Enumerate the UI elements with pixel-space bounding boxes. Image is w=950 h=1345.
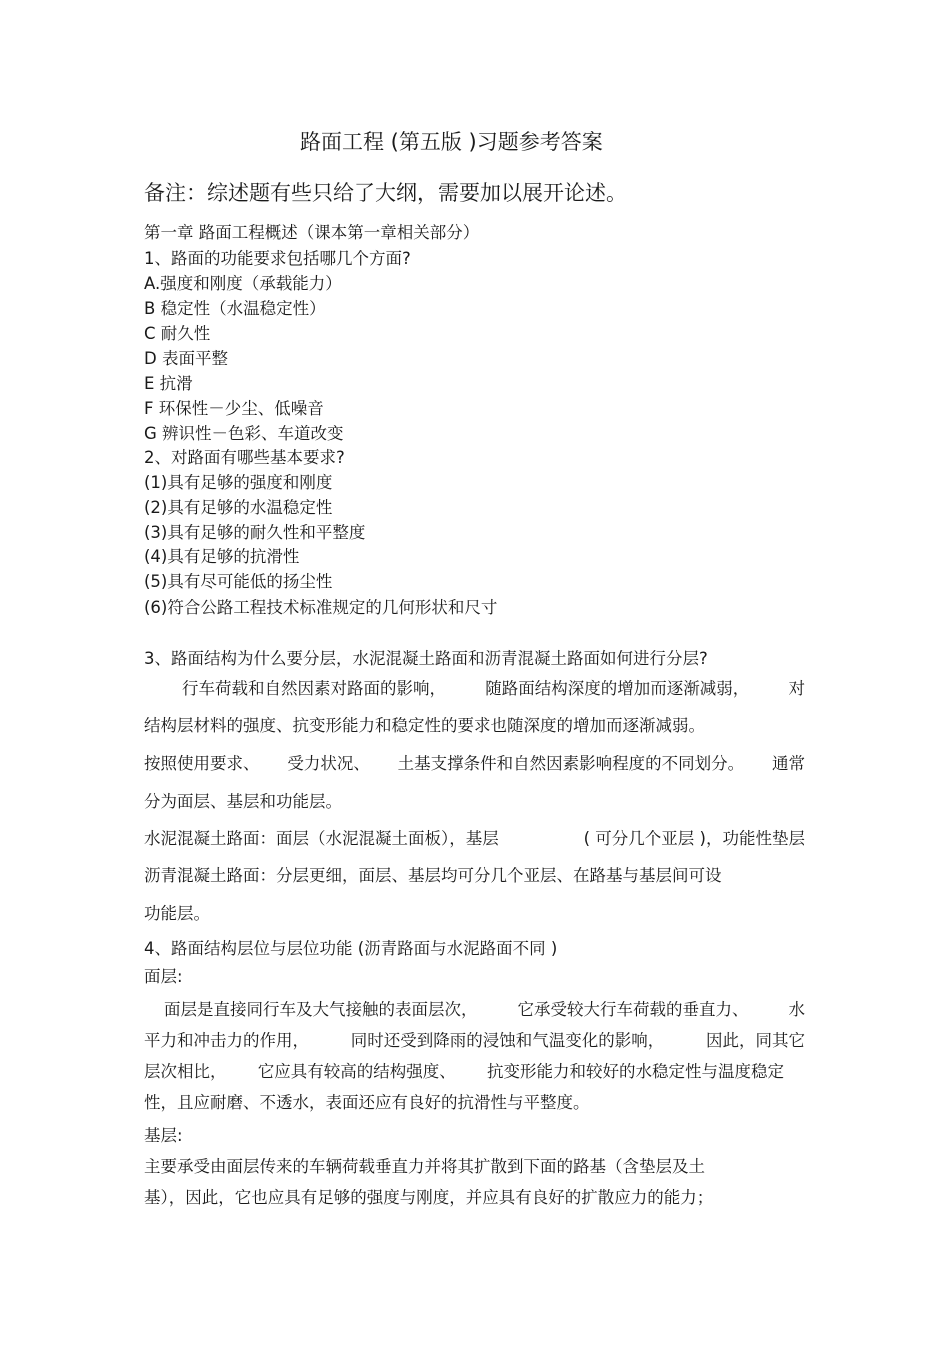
paragraph-line (144, 675, 805, 699)
text-segment: 土基支撑条件和自然因素影响程度的不同划分。 (397, 754, 745, 773)
text-segment: 同时还受到降雨的浸蚀和气温变化的影响， (350, 1031, 665, 1050)
text-segment: 它应具有较高的结构强度、 (257, 1062, 456, 1081)
list-item: (2)具有足够的水温稳定性 (144, 498, 333, 517)
list-item: G 辨识性－色彩、车道改变 (144, 424, 344, 443)
text-segment: 因此，同其它 (706, 1031, 805, 1050)
text-segment: 行车荷载和自然因素对路面的影响， (182, 679, 446, 698)
list-item: (4)具有足够的抗滑性 (144, 547, 300, 566)
list-item: B 稳定性（水温稳定性） (144, 299, 326, 318)
text-segment: 按照使用要求、 (144, 754, 260, 773)
paragraph-line: 分为面层、基层和功能层。 (144, 792, 342, 811)
list-item: (6)符合公路工程技术标准规定的几何形状和尺寸 (144, 598, 498, 617)
text-segment: 平力和冲击力的作用， (144, 1031, 309, 1050)
paragraph-line: 性，且应耐磨、不透水，表面还应有良好的抗滑性与平整度。 (144, 1093, 590, 1112)
list-item: (5)具有尽可能低的扬尘性 (144, 572, 333, 591)
question-4: 4、路面结构层位与层位功能 (沥青路面与水泥路面不同 ) (144, 939, 558, 958)
document-title: 路面工程 (第五版 )习题参考答案 (300, 130, 603, 154)
text-segment: 层次相比， (144, 1062, 227, 1081)
paragraph-line (144, 1058, 784, 1082)
text-segment: 抗变形能力和较好的水稳定性与温度稳定 (487, 1062, 784, 1081)
text-segment: 受力状况、 (287, 754, 370, 773)
list-item: (1)具有足够的强度和刚度 (144, 473, 333, 492)
list-item: C 耐久性 (144, 324, 211, 343)
text-segment: 面层是直接同行车及大气接触的表面层次， (164, 1000, 478, 1019)
paragraph-line: 基），因此，它也应具有足够的强度与刚度，并应具有良好的扩散应力的能力； (144, 1188, 714, 1207)
text-segment: 通常 (771, 754, 805, 773)
section-label-surface: 面层: (144, 967, 183, 986)
text-segment: 随路面结构深度的增加而逐渐减弱， (485, 679, 750, 698)
list-item: E 抗滑 (144, 374, 193, 393)
text-segment: 水泥混凝土路面：面层（水泥混凝土面板），基层 (144, 829, 499, 848)
text-segment: 水 (788, 1000, 805, 1019)
paragraph-line (144, 1027, 805, 1051)
list-item: A.强度和刚度（承载能力） (144, 274, 342, 293)
text-segment: ( 可分几个亚层 )，功能性垫层 (583, 829, 805, 848)
text-segment: 它承受较大行车荷载的垂直力、 (517, 1000, 749, 1019)
paragraph-line (144, 825, 805, 849)
question-1: 1、路面的功能要求包括哪几个方面? (144, 249, 411, 268)
paragraph-line (144, 750, 805, 774)
list-item: (3)具有足够的耐久性和平整度 (144, 523, 366, 542)
list-item: F 环保性－少尘、低噪音 (144, 399, 324, 418)
paragraph-line: 沥青混凝土路面：分层更细，面层、基层均可分几个亚层、在路基与基层间可设 (144, 866, 722, 885)
section-label-base: 基层: (144, 1126, 183, 1145)
question-2: 2、对路面有哪些基本要求? (144, 448, 345, 467)
text-segment: 对 (788, 679, 805, 698)
paragraph-line (144, 996, 805, 1020)
list-item: D 表面平整 (144, 349, 228, 368)
paragraph-line: 主要承受由面层传来的车辆荷载垂直力并将其扩散到下面的路基（含垫层及土 (144, 1157, 705, 1176)
question-3: 3、路面结构为什么要分层，水泥混凝土路面和沥青混凝土路面如何进行分层? (144, 649, 708, 668)
document-note: 备注：综述题有些只给了大纲，需要加以展开论述。 (144, 181, 627, 205)
paragraph-line: 结构层材料的强度、抗变形能力和稳定性的要求也随深度的增加而逐渐减弱。 (144, 716, 705, 735)
paragraph-line: 功能层。 (144, 904, 210, 923)
chapter-heading: 第一章 路面工程概述（课本第一章相关部分） (144, 223, 480, 242)
